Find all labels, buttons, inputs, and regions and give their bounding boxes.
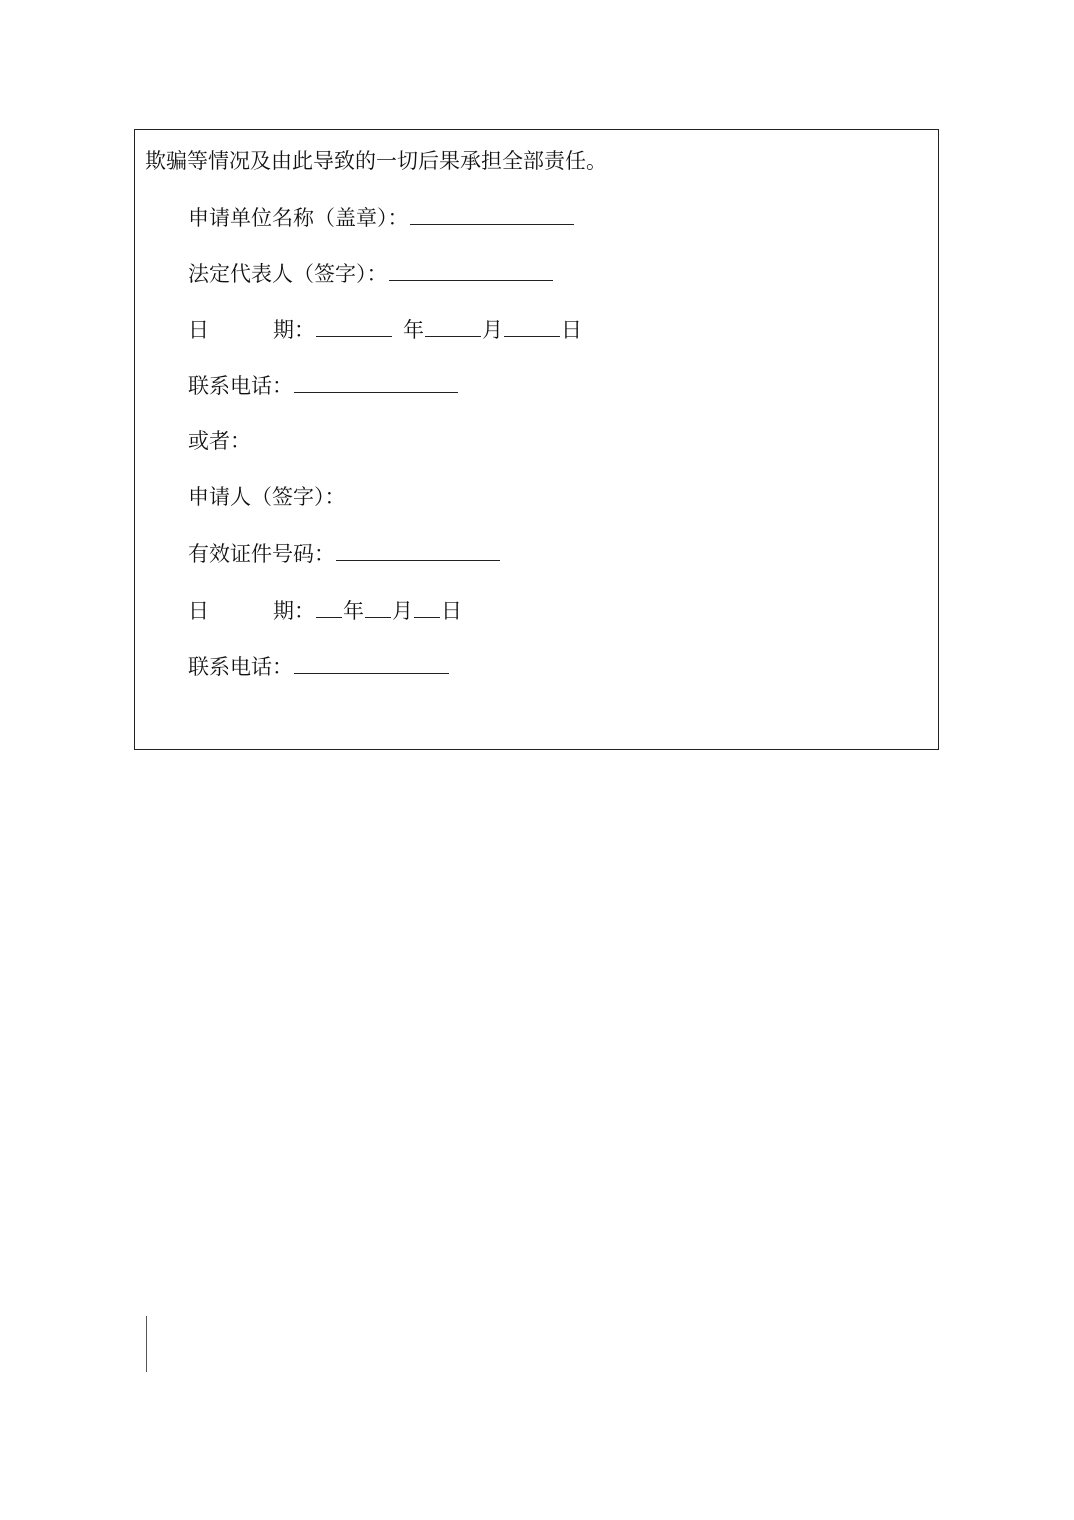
org-name-row bbox=[188, 204, 575, 231]
org-name-field[interactable] bbox=[410, 204, 574, 225]
person-phone-row bbox=[188, 653, 450, 680]
person-month-field[interactable] bbox=[365, 597, 391, 618]
intro-text: 欺骗等情况及由此导致的一切后果承担全部责任。 bbox=[145, 149, 607, 173]
org-year-label: 年 bbox=[403, 318, 424, 342]
org-phone-field[interactable] bbox=[294, 372, 458, 393]
person-day-label: 日 bbox=[441, 599, 462, 623]
person-day-field[interactable] bbox=[414, 597, 440, 618]
org-name-label: 申请单位名称（盖章）： bbox=[188, 206, 409, 230]
org-phone-row bbox=[188, 372, 459, 399]
person-phone-label: 联系电话： bbox=[188, 655, 293, 679]
id-number-field[interactable] bbox=[336, 540, 500, 561]
org-phone-label: 联系电话： bbox=[188, 374, 293, 398]
org-month-label: 月 bbox=[482, 318, 503, 342]
person-date-row bbox=[188, 597, 462, 624]
person-month-label: 月 bbox=[392, 599, 413, 623]
person-year-label: 年 bbox=[343, 599, 364, 623]
org-date-label-ri: 日 bbox=[188, 318, 209, 342]
legal-rep-row bbox=[188, 260, 554, 287]
org-month-field[interactable] bbox=[425, 316, 481, 337]
id-number-row bbox=[188, 540, 501, 567]
org-date-label-qi: 期： bbox=[273, 318, 315, 342]
applicant-row bbox=[188, 484, 346, 510]
legal-rep-signature-field[interactable] bbox=[389, 260, 553, 281]
person-phone-field[interactable] bbox=[294, 653, 449, 674]
person-date-label-ri: 日 bbox=[188, 599, 209, 623]
org-date-row bbox=[188, 316, 582, 343]
id-number-label: 有效证件号码： bbox=[188, 542, 335, 566]
legal-rep-label: 法定代表人（签字）： bbox=[188, 262, 388, 286]
applicant-label: 申请人（签字）： bbox=[188, 485, 346, 509]
person-date-label-qi: 期： bbox=[273, 599, 315, 623]
or-label: 或者： bbox=[188, 429, 251, 453]
org-year-field[interactable] bbox=[316, 316, 392, 337]
page-margin-rule bbox=[146, 1316, 147, 1372]
org-day-label: 日 bbox=[561, 318, 582, 342]
declaration-form-box bbox=[134, 129, 939, 750]
org-day-field[interactable] bbox=[504, 316, 560, 337]
person-year-field[interactable] bbox=[316, 597, 342, 618]
